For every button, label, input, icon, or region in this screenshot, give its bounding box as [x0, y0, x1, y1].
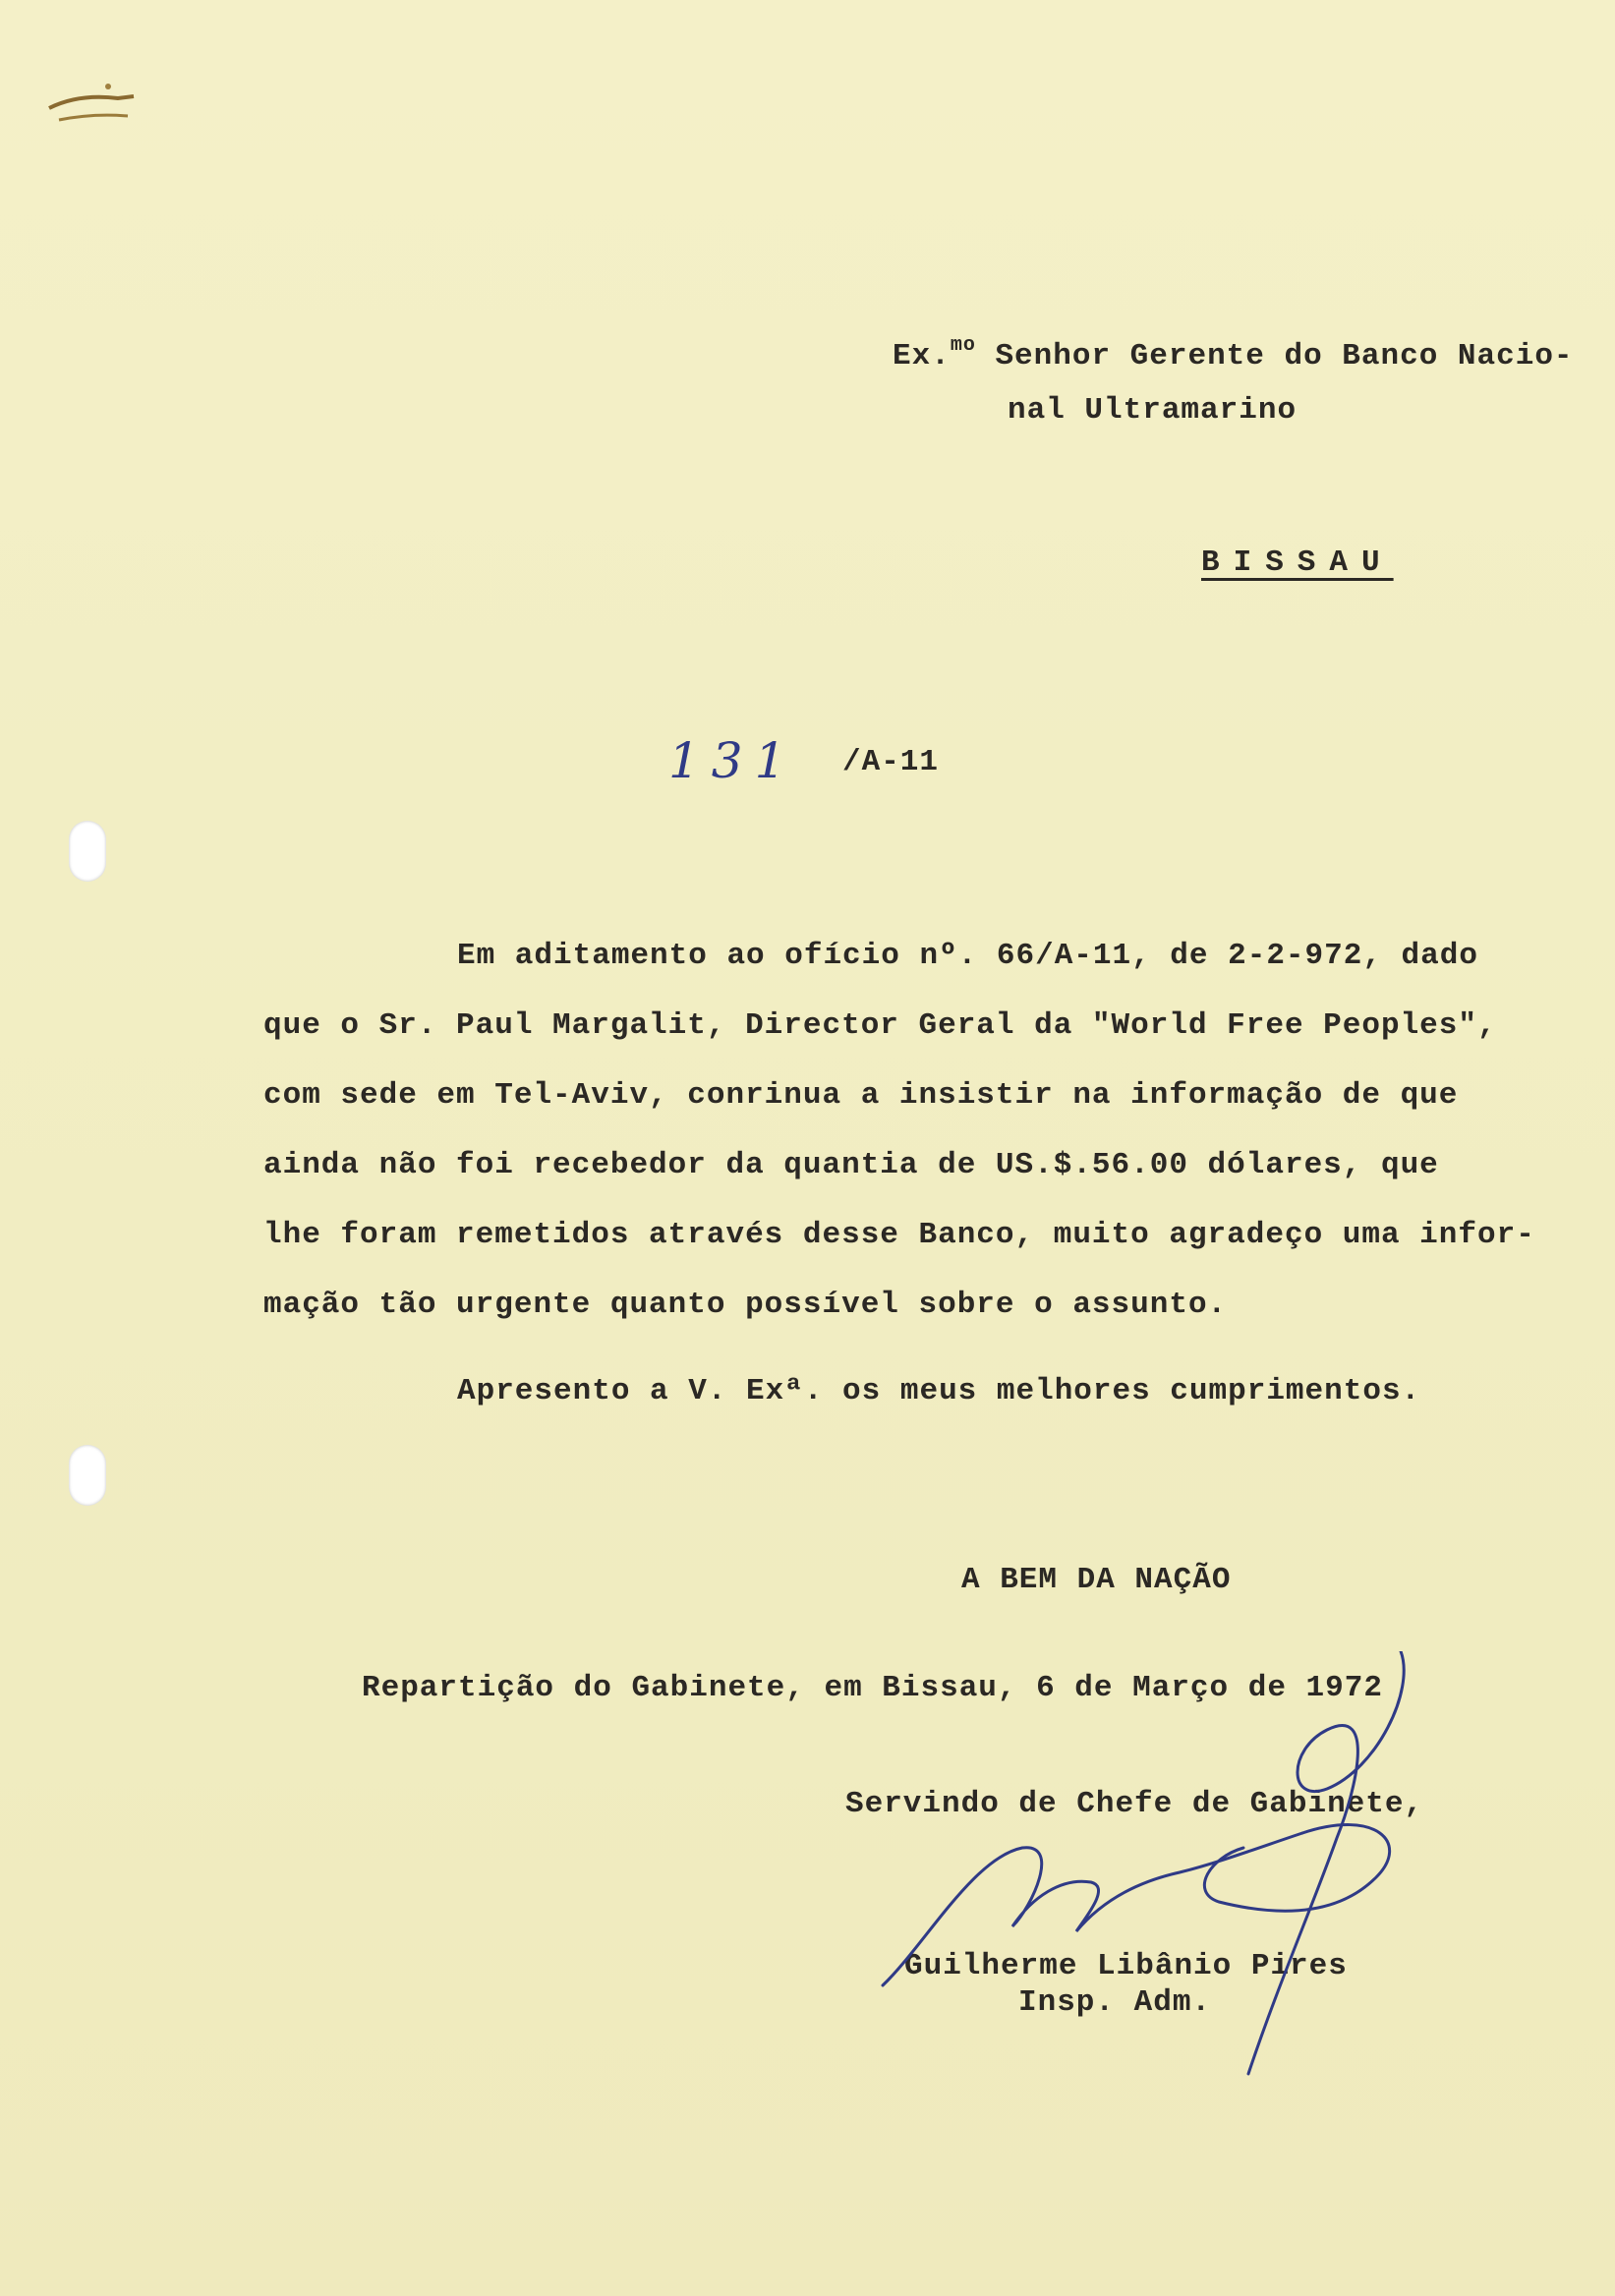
- motto: A BEM DA NAÇÃO: [961, 1563, 1232, 1597]
- body-line-1: Em aditamento ao ofício nº. 66/A-11, de 2-2-972, dado: [457, 939, 1478, 973]
- signatory-name: Guilherme Libânio Pires: [904, 1949, 1348, 1983]
- closing-line: Apresento a V. Exª. os meus melhores cumprimentos.: [457, 1374, 1421, 1408]
- addressee-line-2: nal Ultramarino: [1008, 393, 1298, 428]
- salutation: Ex.: [893, 339, 951, 373]
- body-line-4: ainda não foi recebedor da quantia de US.$.56.00 dólares, que: [263, 1148, 1439, 1182]
- reference-suffix: /A-11: [842, 745, 940, 779]
- salutation-superscript: mo: [950, 334, 976, 357]
- signatory-title: Insp. Adm.: [1018, 1985, 1212, 2020]
- body-line-5: lhe foram remetidos através desse Banco, muito agradeço uma infor-: [263, 1218, 1535, 1252]
- handwritten-reference-number: 131: [668, 732, 798, 789]
- body-line-3: com sede em Tel-Aviv, conrinua a insistir na informação de que: [263, 1078, 1459, 1113]
- addressee-text-1: Senhor Gerente do Banco Nacio-: [995, 339, 1574, 373]
- body-line-2: que o Sr. Paul Margalit, Director Geral da "World Free Peoples",: [263, 1008, 1497, 1043]
- handwritten-signature: [865, 1651, 1415, 2103]
- addressee-line-1: [893, 334, 1574, 373]
- punch-hole-top: [69, 821, 106, 882]
- date-line: Repartição do Gabinete, em Bissau, 6 de Março de 1972: [362, 1671, 1383, 1705]
- addressee-city: BISSAU: [1201, 545, 1394, 580]
- ink-stain: [39, 69, 147, 138]
- punch-hole-bottom: [69, 1445, 106, 1506]
- signatory-role: Servindo de Chefe de Gabinete,: [845, 1787, 1424, 1821]
- body-line-6: mação tão urgente quanto possível sobre o assunto.: [263, 1288, 1228, 1322]
